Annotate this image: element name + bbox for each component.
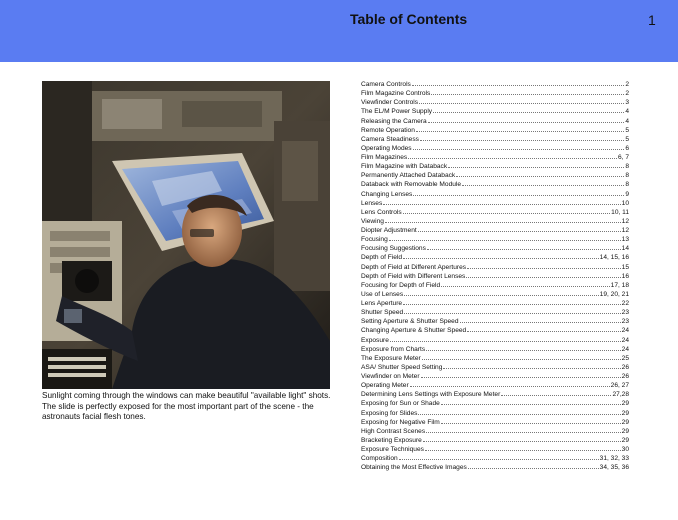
toc-entry-page: 30 [621,446,629,453]
toc-dot-leader [420,135,624,141]
toc-dot-leader [462,180,624,186]
toc-dot-leader [460,317,621,323]
toc-entry-page: 10, 11 [611,208,629,216]
toc-dot-leader [418,226,621,232]
toc-entry-label: Viewfinder on Meter [361,373,420,380]
toc-entry-label: Setting Aperture & Shutter Speed [361,318,459,326]
toc-entry-label: Depth of Field with Different Lenses [361,272,466,280]
toc-entry-label: Focusing Suggestions [361,245,426,253]
toc-entry[interactable] [361,390,629,399]
toc-entry[interactable] [361,253,629,262]
toc-entry-page: 24 [621,345,629,353]
toc-dot-leader [403,253,599,259]
toc-entry-label: Use of Lenses [361,290,404,298]
toc-dot-leader [413,144,625,150]
toc-entry[interactable] [361,171,629,180]
toc-dot-leader [426,427,621,433]
toc-entry-label: Remote Operation [361,126,415,134]
toc-dot-leader [428,117,625,123]
toc-entry-page: 3 [625,99,629,107]
toc-dot-leader [501,390,611,396]
toc-dot-leader [431,89,624,95]
toc-entry[interactable] [361,372,629,381]
toc-entry[interactable] [361,363,629,372]
toc-entry-page: 14, 15, 16 [599,254,629,262]
toc-entry-label: Databack with Removable Module [361,181,462,189]
toc-entry-page: 31, 32, 33 [599,455,629,463]
toc-entry-label: Releasing the Camera [361,117,427,125]
table-of-contents [361,80,629,472]
toc-entry-page: 29 [621,400,629,408]
toc-entry-page: 2 [625,81,629,88]
toc-entry-page: 34, 35, 36 [599,464,629,472]
toc-entry[interactable] [361,107,629,116]
toc-entry[interactable] [361,217,629,226]
toc-dot-leader [441,399,621,405]
toc-entry-label: Depth of Field [361,254,403,262]
toc-dot-leader [421,372,621,378]
page-title: Table of Contents [350,11,468,27]
toc-entry[interactable] [361,409,629,418]
toc-entry-label: Focusing [361,236,388,244]
toc-entry-page: 4 [625,117,629,125]
toc-entry-label: Changing Aperture & Shutter Speed [361,327,467,335]
toc-entry[interactable] [361,208,629,217]
toc-dot-leader [404,308,620,314]
toc-entry-page: 12 [621,217,629,225]
toc-entry[interactable] [361,326,629,335]
toc-dot-leader [456,171,624,177]
toc-entry-page: 4 [625,108,629,116]
toc-entry-page: 29 [621,436,629,444]
toc-entry-label: Exposure Techniques [361,446,424,453]
toc-entry[interactable] [361,317,629,326]
toc-dot-leader [404,290,599,296]
header-band [0,0,678,62]
toc-dot-leader [468,463,599,469]
toc-entry[interactable] [361,418,629,427]
toc-entry-label: ASA/ Shutter Speed Setting [361,363,443,371]
toc-entry[interactable] [361,89,629,98]
toc-entry-label: Camera Controls [361,81,411,88]
toc-entry-label: Bracketing Exposure [361,436,422,444]
toc-entry-page: 16 [621,272,629,280]
toc-entry-label: Composition [361,455,398,463]
toc-entry-label: Diopter Adjustment [361,227,417,234]
toc-entry-label: The EL/M Power Supply [361,108,433,116]
toc-entry-page: 24 [621,327,629,335]
toc-dot-leader [466,272,620,278]
toc-entry-page: 23 [621,318,629,326]
toc-dot-leader [427,244,621,250]
toc-entry-page: 2 [625,90,629,98]
toc-entry-page: 24 [621,336,629,344]
toc-dot-leader [383,199,620,205]
toc-entry-label: Determining Lens Settings with Exposure Meter [361,391,501,399]
toc-entry[interactable] [361,226,629,235]
toc-entry-page: 15 [621,263,629,271]
toc-dot-leader [408,153,617,159]
toc-entry-label: Exposing for Sun or Shade [361,400,440,408]
toc-entry-label: Lens Controls [361,208,402,216]
toc-entry-label: Lenses [361,199,383,207]
toc-entry-page: 12 [621,227,629,234]
toc-dot-leader [443,363,620,369]
toc-entry[interactable] [361,263,629,272]
toc-entry[interactable] [361,244,629,253]
toc-entry-label: Operating Meter [361,382,409,390]
toc-entry[interactable] [361,144,629,153]
toc-entry-label: Focusing for Depth of Field [361,281,441,289]
toc-entry-page: 23 [621,309,629,317]
toc-entry[interactable] [361,445,629,454]
toc-entry[interactable] [361,162,629,171]
toc-entry[interactable] [361,345,629,354]
toc-entry-page: 9 [625,190,629,198]
toc-dot-leader [413,190,624,196]
toc-dot-leader [416,126,624,132]
toc-entry[interactable] [361,399,629,408]
toc-entry-label: Changing Lenses [361,190,413,198]
toc-entry[interactable] [361,354,629,363]
toc-dot-leader [433,107,624,113]
toc-entry-label: Exposure from Charts [361,345,426,353]
page-number: 1 [648,12,656,28]
toc-entry[interactable] [361,427,629,436]
toc-entry-page: 27,28 [612,391,629,399]
toc-entry[interactable] [361,190,629,199]
toc-entry-label: Operating Modes [361,144,412,152]
toc-dot-leader [423,436,621,442]
toc-dot-leader [390,336,621,342]
toc-entry[interactable] [361,235,629,244]
toc-entry-label: Exposure [361,336,389,344]
toc-entry[interactable] [361,299,629,308]
photo-caption: Sunlight coming through the windows can make beautiful "available light" shots. The slide is perfectly exposed for the most important part of the scene - the astronauts facial flesh tones. [42,391,331,421]
toc-entry[interactable] [361,126,629,135]
toc-entry[interactable] [361,381,629,390]
toc-entry-label: Obtaining the Most Effective Images [361,464,467,472]
toc-entry-page: 29 [621,409,629,417]
toc-entry-label: The Exposure Meter [361,354,421,362]
toc-entry[interactable] [361,117,629,126]
toc-entry[interactable] [361,336,629,345]
toc-dot-leader [412,80,624,86]
toc-entry-label: Exposing for Negative Film [361,418,440,426]
toc-entry[interactable] [361,290,629,299]
toc-entry-page: 6, 7 [618,154,629,161]
toc-dot-leader [418,409,620,415]
toc-entry[interactable] [361,135,629,144]
toc-entry-page: 8 [625,163,629,171]
toc-entry-page: 5 [625,126,629,134]
toc-entry-page: 8 [625,181,629,189]
toc-dot-leader [403,299,621,305]
toc-dot-leader [422,354,621,360]
toc-dot-leader [385,217,621,223]
toc-entry-page: 26 [621,373,629,380]
toc-dot-leader [448,162,624,168]
toc-dot-leader [467,263,621,269]
toc-entry[interactable] [361,454,629,463]
toc-dot-leader [441,418,621,424]
toc-entry[interactable] [361,463,629,472]
toc-dot-leader [410,381,610,387]
toc-entry-label: Exposing for Slides [361,409,418,417]
toc-dot-leader [389,235,621,241]
astronaut-window-photo [42,81,330,389]
toc-entry-label: Viewing [361,217,384,225]
toc-entry[interactable] [361,199,629,208]
toc-entry-label: Permanently Attached Databack [361,172,456,180]
toc-entry[interactable] [361,80,629,89]
toc-entry-page: 22 [621,300,629,307]
toc-entry-page: 13 [621,236,629,244]
toc-entry[interactable] [361,281,629,290]
toc-entry[interactable] [361,308,629,317]
toc-entry-page: 26 [621,363,629,371]
toc-entry-page: 29 [621,427,629,435]
toc-entry-label: Lens Aperture [361,300,403,307]
toc-entry-page: 29 [621,418,629,426]
toc-entry-label: Film Magazines [361,154,408,161]
toc-entry[interactable] [361,98,629,107]
toc-entry-label: Film Magazine with Databack [361,163,448,171]
toc-dot-leader [467,326,620,332]
toc-dot-leader [425,445,621,451]
toc-entry-label: Shutter Speed [361,309,404,317]
toc-entry[interactable] [361,272,629,281]
toc-entry-page: 8 [625,172,629,180]
toc-dot-leader [403,208,610,214]
toc-entry[interactable] [361,436,629,445]
toc-entry-page: 17, 18 [610,281,629,289]
toc-entry-page: 14 [621,245,629,253]
toc-entry-label: Viewfinder Controls [361,99,419,107]
toc-entry-label: High Contrast Scenes [361,427,426,435]
toc-entry[interactable] [361,180,629,189]
toc-entry-page: 25 [621,354,629,362]
toc-entry-page: 26, 27 [610,382,629,390]
toc-entry-page: 5 [625,135,629,143]
toc-entry[interactable] [361,153,629,162]
toc-entry-page: 19, 20, 21 [599,290,629,298]
toc-entry-label: Camera Steadiness [361,135,419,143]
toc-entry-label: Depth of Field at Different Apertures [361,263,467,271]
toc-dot-leader [419,98,624,104]
toc-entry-page: 6 [625,144,629,152]
toc-entry-page: 10 [621,199,629,207]
toc-entry-label: Film Magazine Controls [361,90,431,98]
toc-dot-leader [426,345,621,351]
toc-dot-leader [399,454,599,460]
toc-dot-leader [441,281,609,287]
